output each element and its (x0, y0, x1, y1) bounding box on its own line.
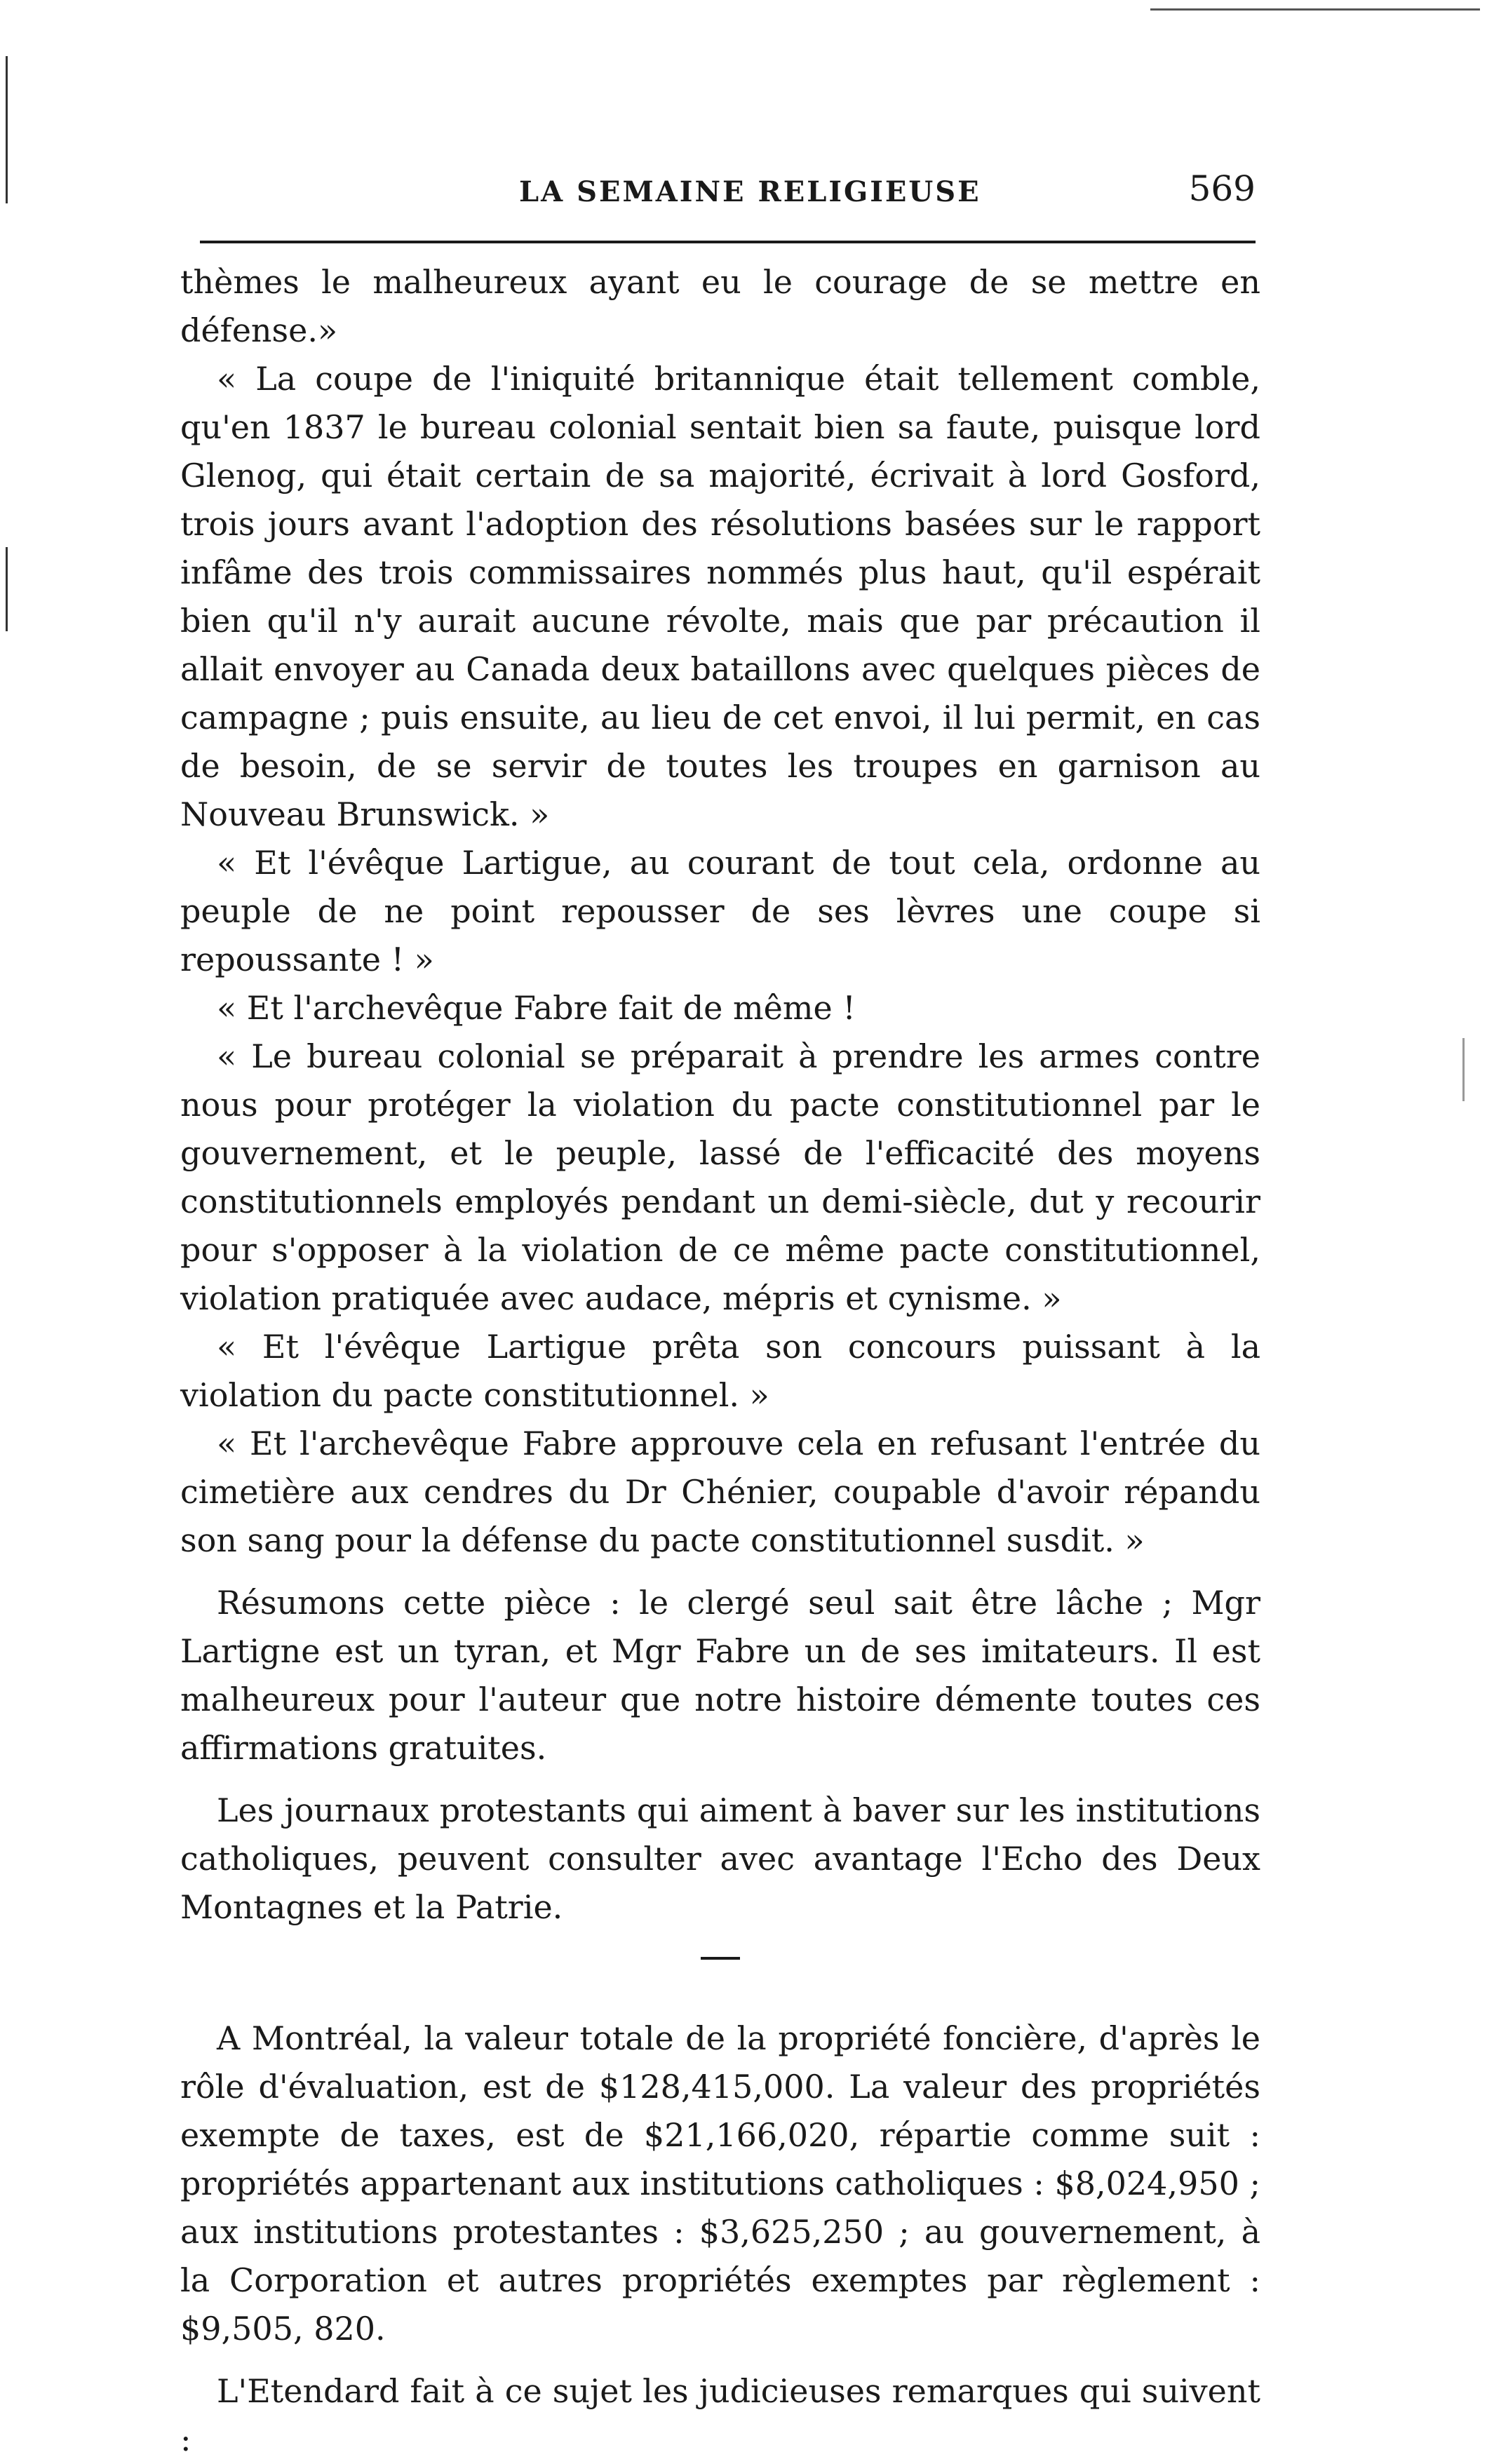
section-separator (701, 1957, 740, 1960)
header-rule (200, 241, 1256, 243)
paragraph-colonial-office: « La coupe de l'iniquité britannique était tellement comble, qu'en 1837 le bureau colonial sentait bien sa faute, puisque lord Glenog, qui était certain de sa majorité, écrivait à lord Gosford, trois jours avant l'adoption des résolutions basées sur le rapport infâme des trois commissaires nommés plus haut, qu'il espérait bien qu'il n'y aurait aucune révolte, mais que par précaution il allait envoyer au Canada deux bataillons avec quelques pièces de campagne ; puis ensuite, au lieu de cet envoi, il lui permit, en cas de besoin, de se servir de toutes les troupes en garnison au Nouveau Brunswick. » (180, 360, 1260, 833)
paragraph-journaux: Les journaux protestants qui aiment à baver sur les institutions catholiques, peuvent consulter avec avantage l'Echo des Deux Montagnes et la Patrie. (180, 1791, 1260, 1926)
paragraph-lartigue-violation: « Et l'évêque Lartigue prêta son concours puissant à la violation du pacte constitutionnel. » (180, 1328, 1260, 1414)
paragraph-fabre-meme: « Et l'archevêque Fabre fait de même ! (217, 989, 856, 1027)
paragraph-fabre-chenier: « Et l'archevêque Fabre approuve cela en refusant l'entrée du cimetière aux cendres du Dr Chénier, coupable d'avoir répandu son sang pour la défense du pacte constitutionnel susdit. » (180, 1425, 1260, 1559)
body-text (180, 258, 1260, 2464)
paragraph-bureau-armes: « Le bureau colonial se préparait à prendre les armes contre nous pour protéger la violation du pacte constitutionnel par le gouvernement, et le peuple, lassé de l'efficacité des moyens constitutionnels employés pendant un demi-siècle, dut y recourir pour s'opposer à la violation de ce même pacte constitutionnel, violation pratiquée avec audace, mépris et cynisme. » (180, 1037, 1260, 1317)
page-header (203, 168, 1256, 224)
paragraph-lartigue-coupe: « Et l'évêque Lartigue, au courant de tout cela, ordonne au peuple de ne point repousser de ses lèvres une coupe si repoussante ! » (180, 844, 1260, 978)
right-edge-mark (1462, 1038, 1465, 1101)
running-title: LA SEMAINE RELIGIEUSE (519, 175, 981, 208)
left-edge-mark (6, 547, 8, 631)
top-edge-scratch (1150, 8, 1480, 11)
paragraph-montreal-valeur: A Montréal, la valeur totale de la propriété foncière, d'après le rôle d'évaluation, est de $128,415,000. La valeur des propriétés exempte de taxes, est de $21,166,020, répartie comme suit : propriétés appartenant aux institutions catholiques : $8,024,950 ; aux institutions protestantes : $3,625,250 ; au gouvernement, à la Corporation et autres propriétés exemptes par règlement : $9,505, 820. (180, 2019, 1260, 2348)
paragraph-etendard: L'Etendard fait à ce sujet les judicieuses remarques qui suivent : (180, 2372, 1260, 2458)
paragraph-resumons: Résumons cette pièce : le clergé seul sait être lâche ; Mgr Lartigne est un tyran, et Mgr Fabre un de ses imitateurs. Il est malheureux pour l'auteur que notre histoire démente toutes ces affirmations gratuites. (180, 1584, 1260, 1767)
page-number: 569 (1188, 168, 1256, 209)
left-edge-mark (6, 56, 8, 203)
paragraph-continuation: thèmes le malheureux ayant eu le courage de se mettre en défense.» (180, 263, 1260, 349)
